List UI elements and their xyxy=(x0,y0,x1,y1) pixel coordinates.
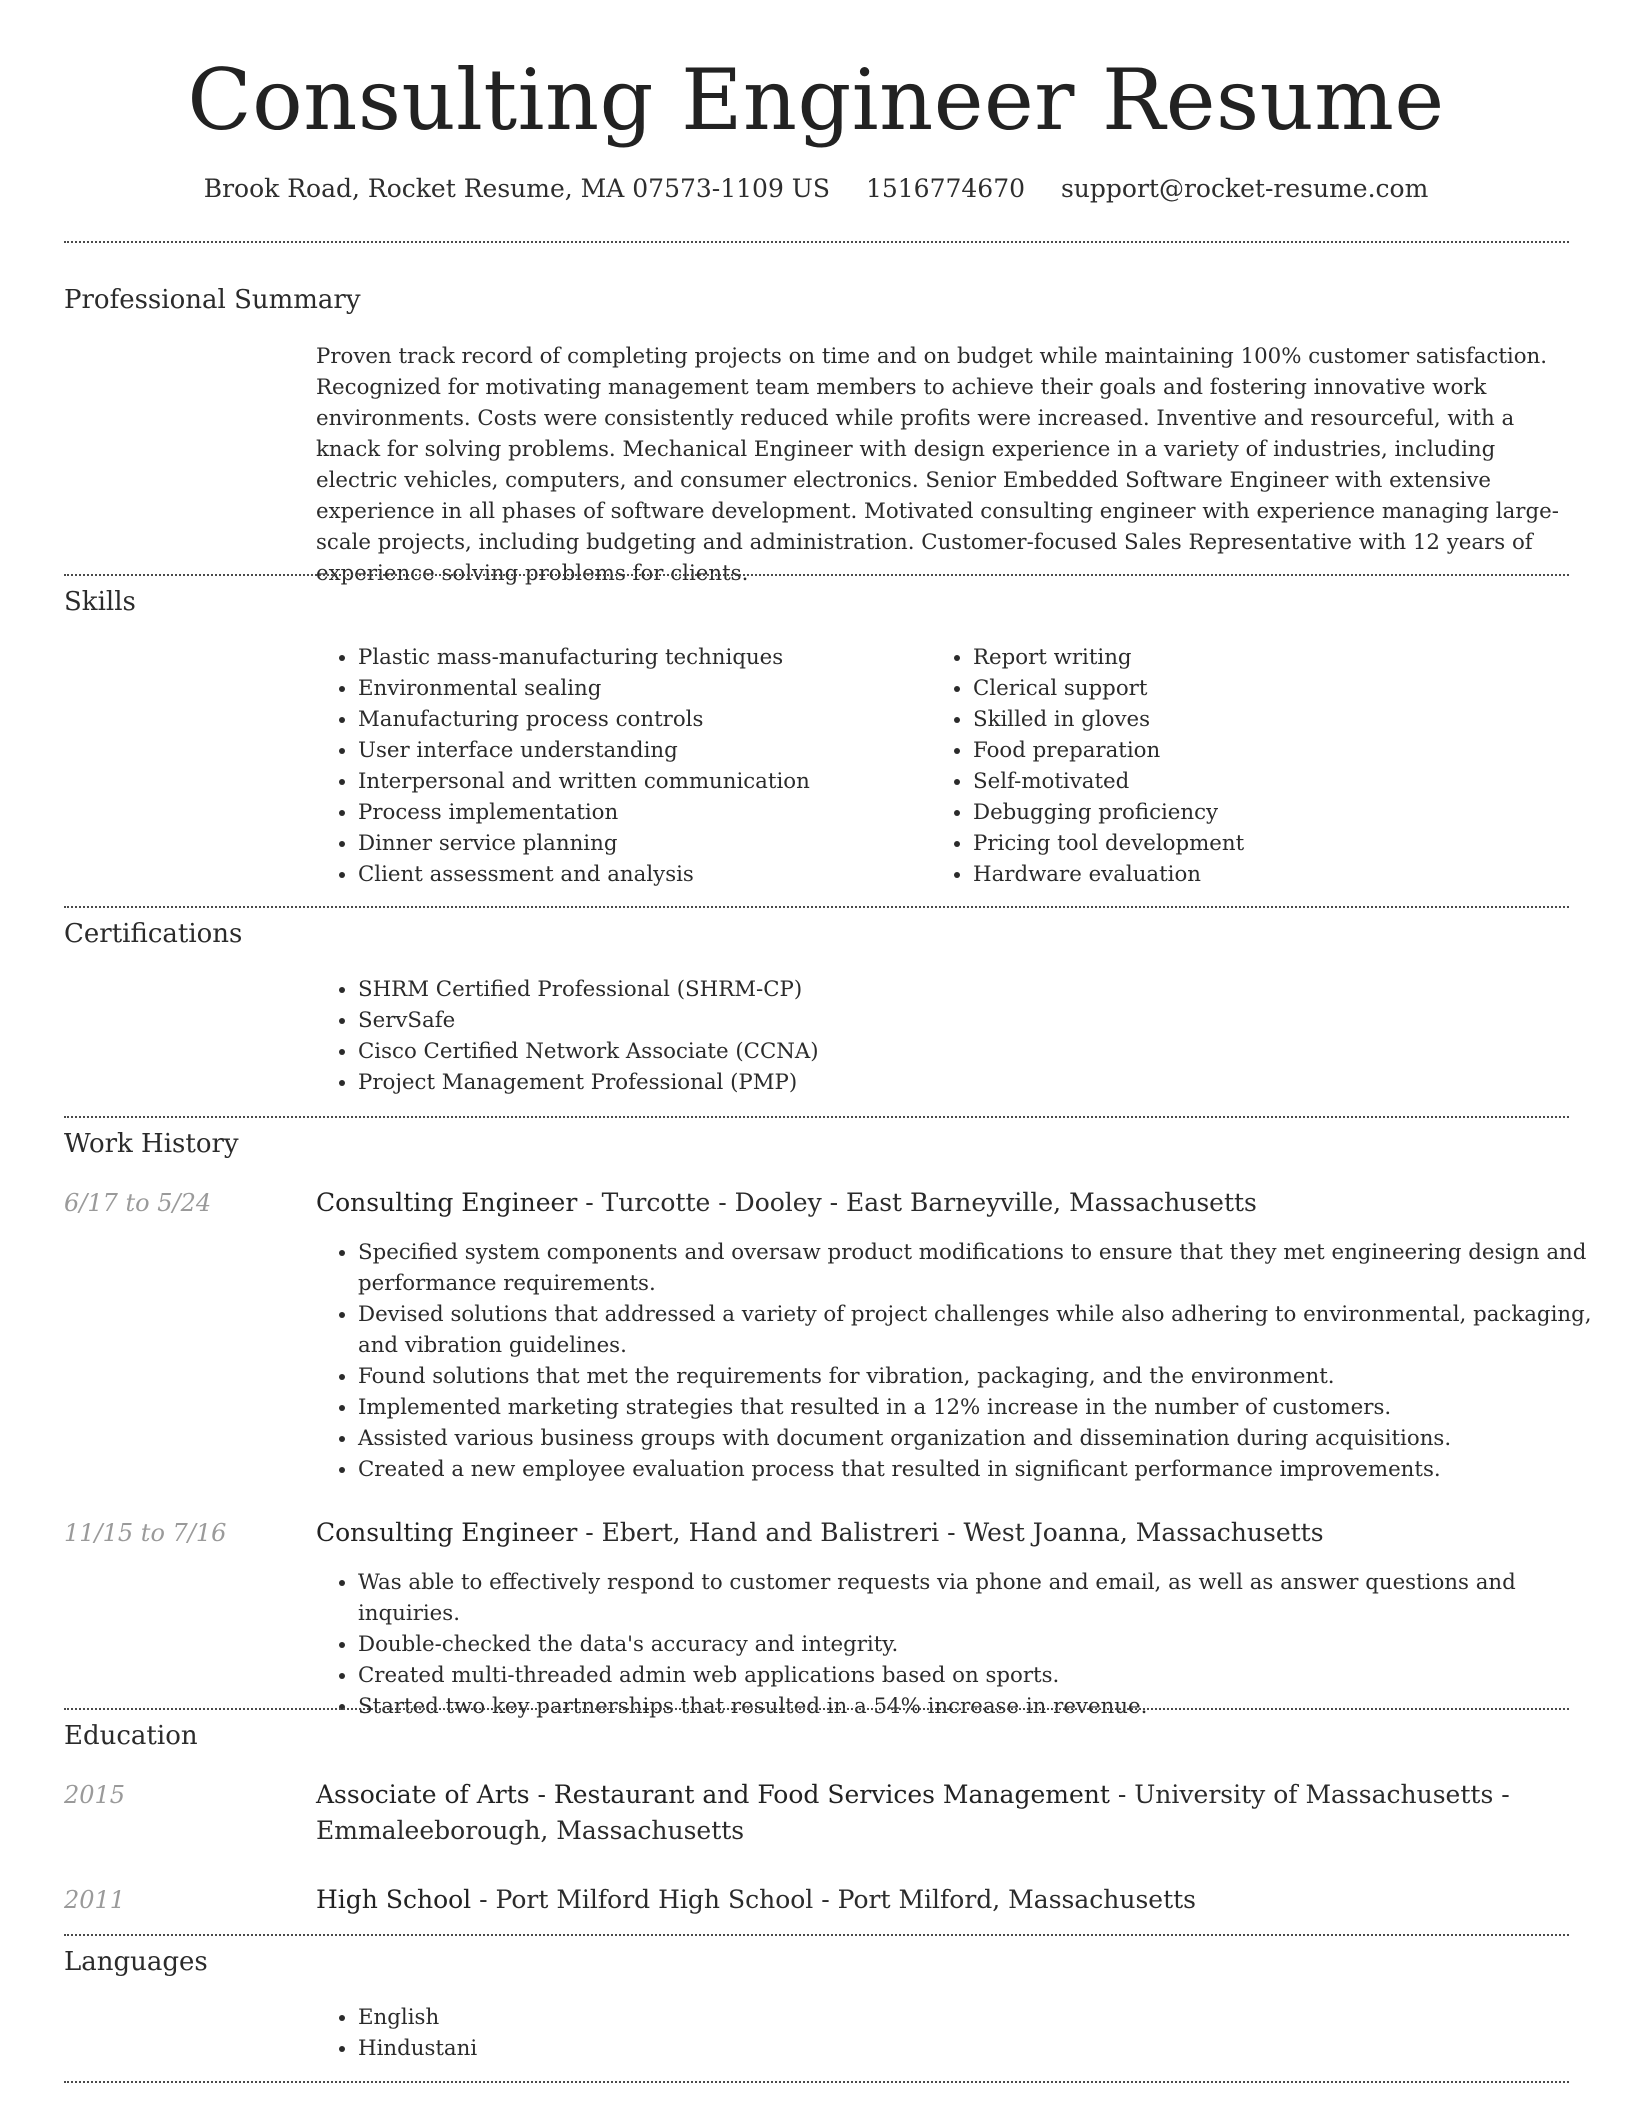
education-entry xyxy=(316,1882,1571,1918)
job-bullet: • Implemented marketing strategies that resulted in a 12% increase in the number of customers. xyxy=(358,1392,1608,1423)
education-school: - University of Massachusetts - Emmaleeborough, Massachusetts xyxy=(316,1780,1510,1845)
education-entry xyxy=(316,1777,1571,1849)
job-bullets xyxy=(314,1567,1608,1722)
skill-item: • Report writing xyxy=(973,642,1593,673)
languages-list xyxy=(314,2002,1608,2064)
job-dates: 11/15 to 7/16 xyxy=(64,1519,227,1547)
job-dates: 6/17 to 5/24 xyxy=(64,1189,212,1217)
contact-line xyxy=(0,172,1632,206)
job-employer: - Ebert, Hand and Balistreri - West Joanna, Massachusetts xyxy=(577,1518,1324,1547)
divider xyxy=(64,1934,1569,1936)
job-role: Consulting Engineer xyxy=(316,1188,578,1217)
skills-list-left xyxy=(314,642,958,890)
section-title-skills: Skills xyxy=(64,587,136,617)
job-heading xyxy=(316,1185,1571,1221)
summary-text: Proven track record of completing projects on time and on budget while maintaining 100% customer satisfaction. Recognized for motivating management team members to achieve their goals and fostering innovative work environments. Costs were consistently reduced while profits were increased. Inventive and resourceful, with a knack for solving problems. Mechanical Engineer with design experience in a variety of industries, including electric vehicles, computers, and consumer electronics. Senior Embedded Software Engineer with extensive experience in all phases of software development. Motivated consulting engineer with experience managing large-scale projects, including budgeting and administration. Customer-focused Sales Representative with 12 years of experience solving problems for clients. xyxy=(316,344,1559,586)
section-title-education: Education xyxy=(64,1721,198,1751)
skill-item: • User interface understanding xyxy=(358,735,958,766)
skills-list-right xyxy=(929,642,1593,890)
divider xyxy=(64,574,1569,576)
divider xyxy=(64,1708,1569,1710)
section-title-work-history: Work History xyxy=(64,1129,239,1159)
language-item: • Hindustani xyxy=(358,2033,1608,2064)
job-bullet: • Found solutions that met the requirements for vibration, packaging, and the environment. xyxy=(358,1361,1608,1392)
job-bullet: • Created a new employee evaluation process that resulted in significant performance improvements. xyxy=(358,1454,1608,1485)
skill-item: • Environmental sealing xyxy=(358,673,958,704)
job-bullet: • Devised solutions that addressed a variety of project challenges while also adhering to environmental, packaging, and vibration guidelines. xyxy=(358,1299,1608,1361)
language-item: • English xyxy=(358,2002,1608,2033)
section-title-certifications: Certifications xyxy=(64,919,243,949)
education-degree: High School xyxy=(316,1885,472,1914)
job-bullet: • Was able to effectively respond to customer requests via phone and email, as well as answer questions and inquiries. xyxy=(358,1567,1608,1629)
skill-item: • Hardware evaluation xyxy=(973,859,1593,890)
skill-item: • Client assessment and analysis xyxy=(358,859,958,890)
skill-item: • Self-motivated xyxy=(973,766,1593,797)
divider xyxy=(64,906,1569,908)
education-degree: Associate of Arts - Restaurant and Food Services Management xyxy=(316,1780,1110,1809)
divider xyxy=(64,2081,1569,2083)
skill-item: • Skilled in gloves xyxy=(973,704,1593,735)
page-title: Consulting Engineer Resume xyxy=(187,51,1445,149)
skill-item: • Pricing tool development xyxy=(973,828,1593,859)
job-bullet: • Started two key partnerships that resulted in a 54% increase in revenue. xyxy=(358,1691,1608,1722)
job-heading xyxy=(316,1515,1571,1551)
certification-item: • Project Management Professional (PMP) xyxy=(358,1067,1608,1098)
education-year: 2011 xyxy=(64,1886,126,1914)
certification-item: • SHRM Certified Professional (SHRM-CP) xyxy=(358,974,1608,1005)
skill-item: • Dinner service planning xyxy=(358,828,958,859)
skill-item: • Interpersonal and written communication xyxy=(358,766,958,797)
job-bullet: • Specified system components and oversaw product modifications to ensure that they met engineering design and performance requirements. xyxy=(358,1237,1608,1299)
skill-item: • Plastic mass-manufacturing techniques xyxy=(358,642,958,673)
certifications-list xyxy=(314,974,1608,1098)
job-bullet: • Assisted various business groups with document organization and dissemination during acquisitions. xyxy=(358,1423,1608,1454)
certification-item: • Cisco Certified Network Associate (CCNA) xyxy=(358,1036,1608,1067)
contact-email: support@rocket-resume.com xyxy=(1060,174,1429,203)
skill-item: • Process implementation xyxy=(358,797,958,828)
job-bullet: • Double-checked the data's accuracy and integrity. xyxy=(358,1629,1608,1660)
skill-item: • Manufacturing process controls xyxy=(358,704,958,735)
section-title-languages: Languages xyxy=(64,1947,208,1977)
skill-item: • Debugging proficiency xyxy=(973,797,1593,828)
skill-item: • Clerical support xyxy=(973,673,1593,704)
section-title-summary: Professional Summary xyxy=(64,285,361,315)
skill-item: • Food preparation xyxy=(973,735,1593,766)
job-employer: - Turcotte - Dooley - East Barneyville, Massachusetts xyxy=(577,1188,1257,1217)
education-school: - Port Milford High School - Port Milford, Massachusetts xyxy=(471,1885,1197,1914)
divider xyxy=(64,241,1569,243)
divider xyxy=(64,1116,1569,1118)
job-bullet: • Created multi-threaded admin web applications based on sports. xyxy=(358,1660,1608,1691)
contact-address: Brook Road, Rocket Resume, MA 07573-1109 US xyxy=(203,174,830,203)
education-year: 2015 xyxy=(64,1781,126,1809)
job-bullets xyxy=(314,1237,1608,1485)
job-role: Consulting Engineer xyxy=(316,1518,578,1547)
contact-phone: 1516774670 xyxy=(865,174,1026,203)
certification-item: • ServSafe xyxy=(358,1005,1608,1036)
